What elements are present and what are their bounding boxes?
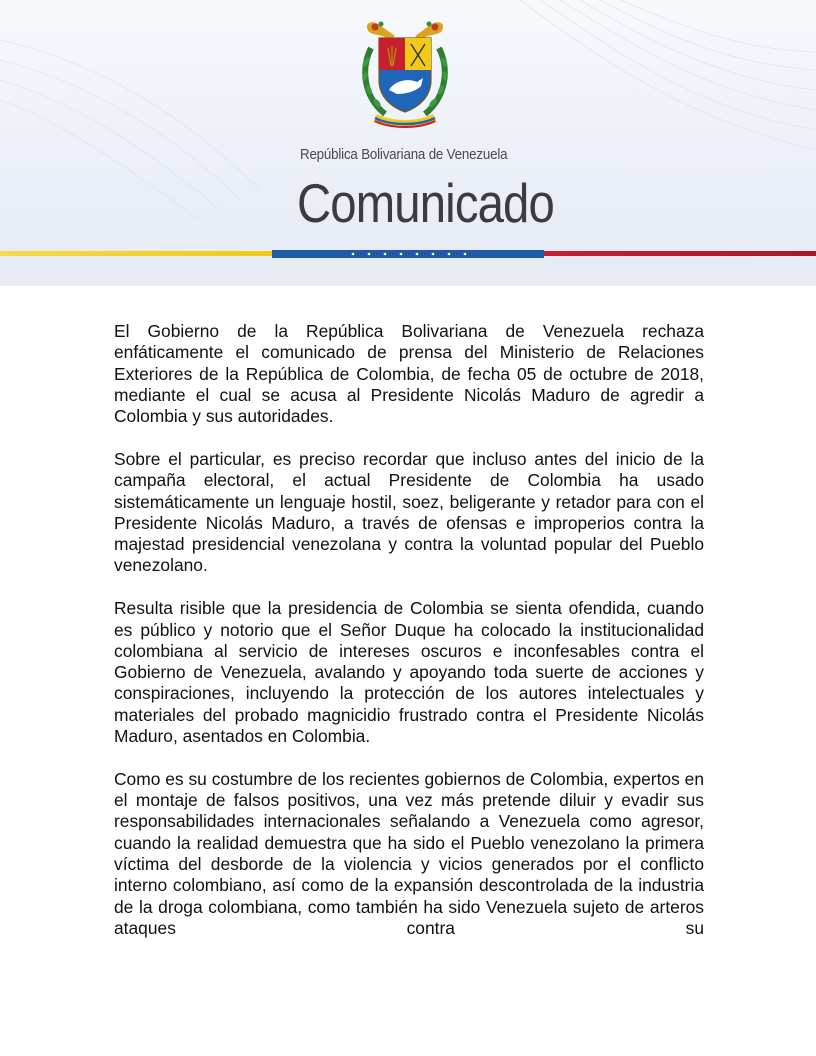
coat-of-arms-icon	[353, 18, 457, 134]
letterhead-title: Comunicado	[297, 172, 554, 234]
star-row-icon	[340, 250, 476, 258]
paragraph: Como es su costumbre de los recientes gobiernos de Colombia, expertos en el montaje de falsos positivos, una vez más pretende diluir y evadir sus responsabilidades internacionales señalando a Venezuela como agresor, cuando la realidad demuestra que ha sido el Pueblo venezolano la primera víctima del desborde de la violencia y vicios generados por el conflicto interno colombiano, así como de la expansión descontrolada de la industria de la droga colombiana, como también ha sido Venezuela sujeto de arteros ataques contra su	[114, 768, 704, 938]
paragraph: El Gobierno de la República Bolivariana de Venezuela rechaza enfáticamente el comunicado de prensa del Ministerio de Relaciones Exteriores de la República de Colombia, de fecha 05 de octubre de 2018, mediante el cual se acusa al Presidente Nicolás Maduro de agredir a Colombia y sus autoridades.	[114, 321, 704, 427]
paragraph: Sobre el particular, es preciso recordar que incluso antes del inicio de la campaña electoral, el actual Presidente de Colombia ha usado sistemáticamente un lenguaje hostil, soez, beligerante y retador para con el Presidente Nicolás Maduro, a través de ofensas e improperios contra la majestad presidencial venezolana y contra la voluntad popular del Pueblo venezolano.	[114, 448, 704, 576]
letterhead	[0, 0, 816, 286]
letterhead-subtitle: República Bolivariana de Venezuela	[300, 147, 508, 163]
paragraph: Resulta risible que la presidencia de Colombia se sienta ofendida, cuando es público y notorio que el Señor Duque ha colocado la institucionalidad colombiana al servicio de intereses oscuros e inconfesables contra el Gobierno de Venezuela, avalando y apoyando toda suerte de acciones y conspiraciones, incluyendo la protección de los autores intelectuales y materiales del probado magnicidio frustrado contra el Presidente Nicolás Maduro, asentados en Colombia.	[114, 598, 704, 747]
communique-body	[114, 321, 704, 961]
